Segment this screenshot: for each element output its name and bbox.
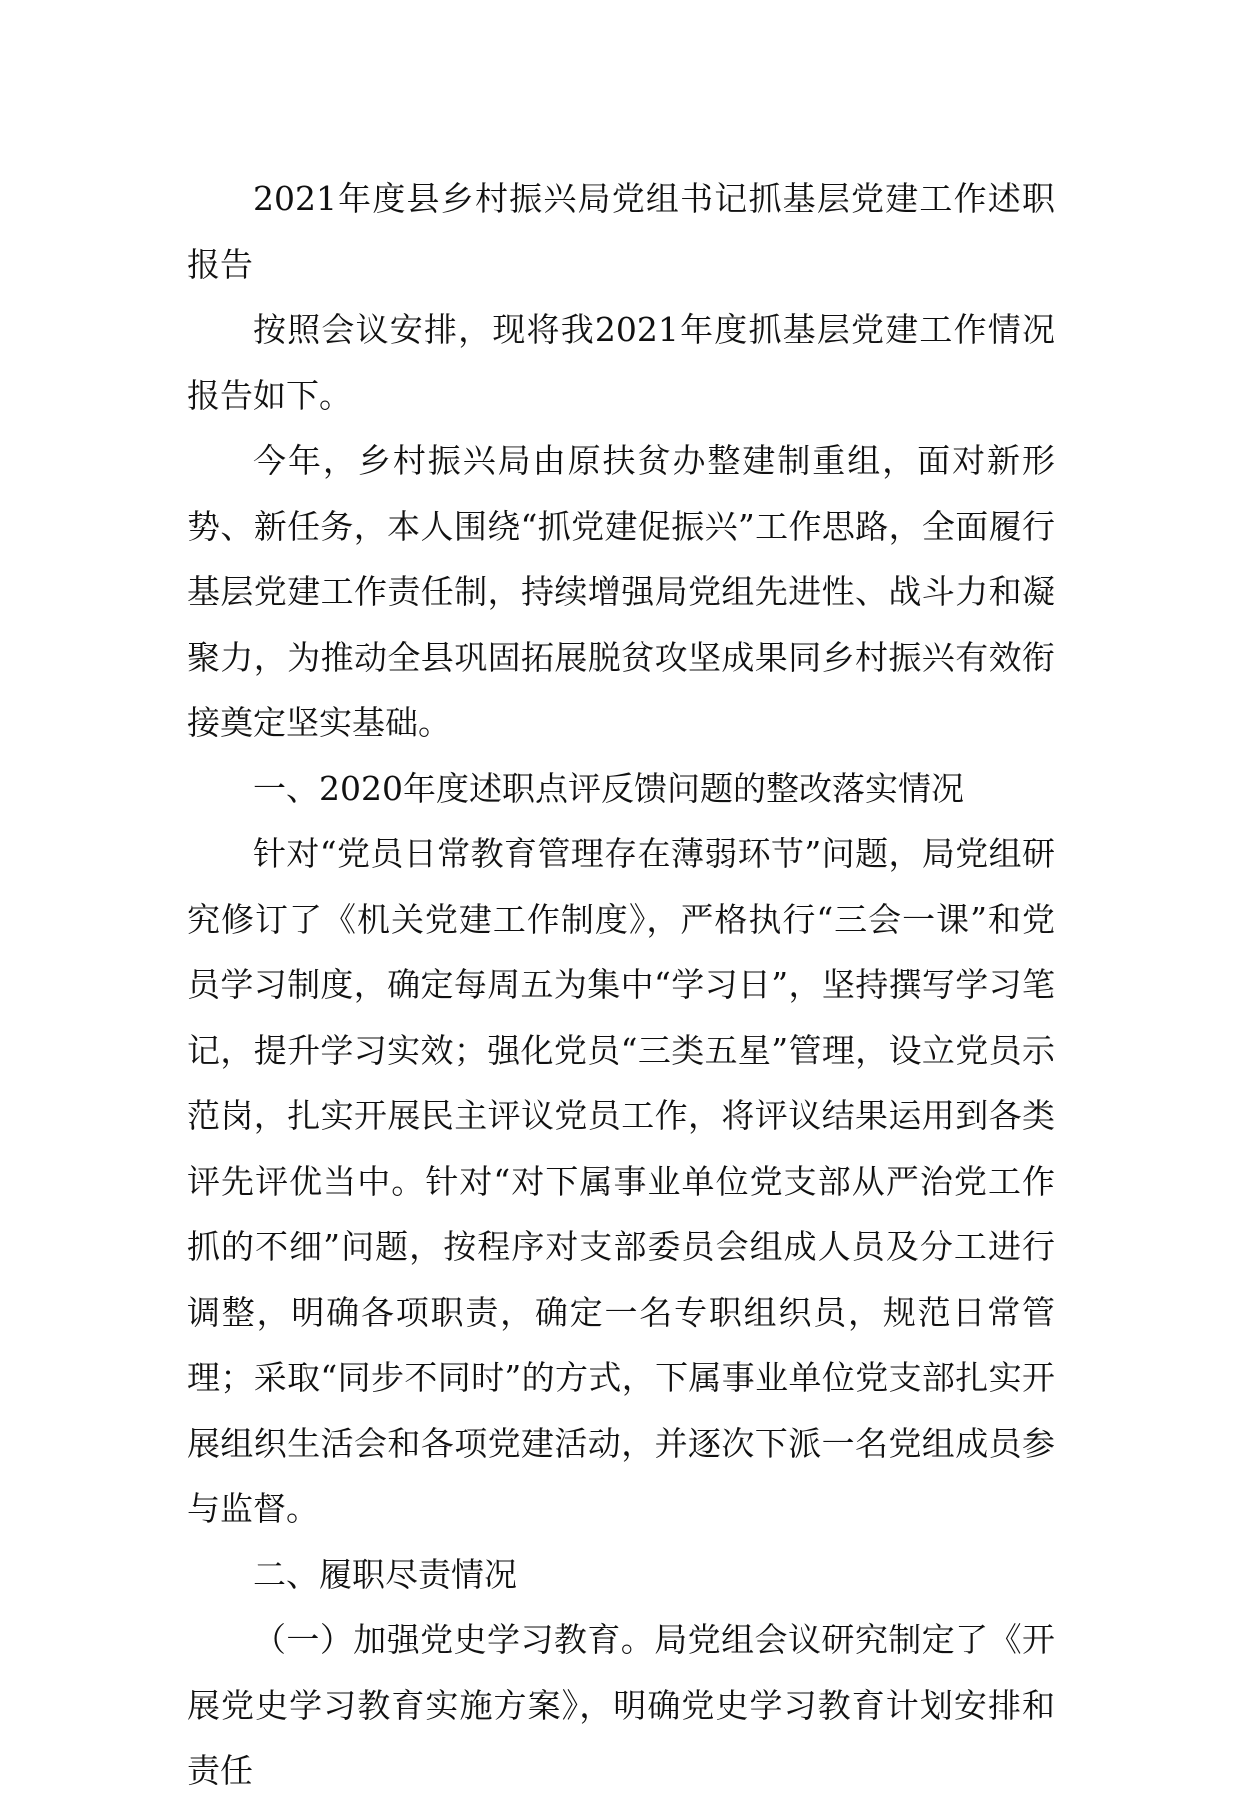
document-title: 2021年度县乡村振兴局党组书记抓基层党建工作述职报告 [187, 179, 1055, 284]
overview-paragraph: 今年，乡村振兴局由原扶贫办整建制重组，面对新形势、新任务，本人围绕“抓党建促振兴”工作思路，全面履行基层党建工作责任制，持续增强局党组先进性、战斗力和凝聚力，为推动全县巩固拓展脱贫攻坚成果同乡村振兴有效衔接奠定坚实基础。 [187, 441, 1055, 742]
rectification-paragraph: 针对“党员日常教育管理存在薄弱环节”问题，局党组研究修订了《机关党建工作制度》，严格执行“三会一课”和党员学习制度，确定每周五为集中“学习日”，坚持撰写学习笔记，提升学习实效；强化党员“三类五星”管理，设立党员示范岗，扎实开展民主评议党员工作，将评议结果运用到各类评先评优当中。针对“对下属事业单位党支部从严治党工作抓的不细”问题，按程序对支部委员会组成人员及分工进行调整，明确各项职责，确定一名专职组织员，规范日常管理；采取“同步不同时”的方式，下属事业单位党支部扎实开展组织生活会和各项党建活动，并逐次下派一名党组成员参与监督。 [187, 834, 1055, 1528]
section-heading-2: 二、履职尽责情况 [253, 1554, 517, 1594]
section-heading-1: 一、2020年度述职点评反馈问题的整改落实情况 [253, 768, 964, 808]
party-history-paragraph: （一）加强党史学习教育。局党组会议研究制定了《开展党史学习教育实施方案》，明确党史学习教育计划安排和责任 [187, 1620, 1055, 1790]
document-page [187, 166, 1055, 1804]
intro-paragraph: 按照会议安排，现将我2021年度抓基层党建工作情况报告如下。 [187, 310, 1055, 415]
